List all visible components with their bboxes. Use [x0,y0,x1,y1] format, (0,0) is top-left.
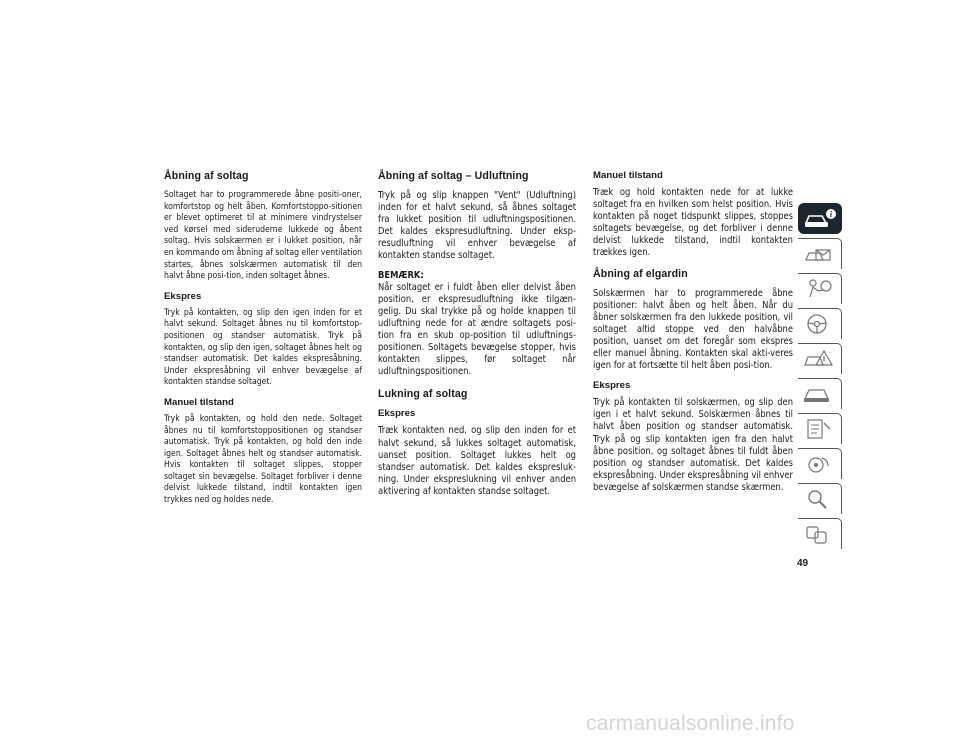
watermark: carmanualsonline.info [586,712,795,735]
section-heading-sunshade: Åbning af elgardin [593,267,688,280]
paragraph-express-sunshade: Tryk på kontakten til solskærmen, og slip den igen i et halvt sekund. Solskærmen åbnes til halvt åben position og standser automatisk. Tryk på og slip kontakten igen fra den halvt åbne position, og soltaget åbnes til fuldt åben position og standser automatisk. Det kaldes ekspresåbning. Under ekspresåbning vil enhver bevægelse af solskærmen standse skærmen. [593,397,793,493]
car-service-icon [802,382,836,406]
column-1 [164,170,362,514]
tab-car-info[interactable] [798,203,842,234]
paragraph-intro: Soltaget har to programmerede åbne positi-oner, komfortstop og helt åben. Komfortstoppo-sitionen er blevet optimeret til at minimere vindrystelser ved kørsel med sideruderne lukkede og åbent soltag. Hvis solskærmen er i lukket position, når en kommando om åbning af soltag eller ventilation startes, åbnes solskærmen automatisk til den halvt åbne posi-tion, inden soltaget åbnes. [164,190,362,282]
subheading-manual-close: Manuel tilstand [593,170,663,181]
car-lights-icon [802,242,836,266]
svg-text:i: i [829,210,833,219]
car-warning-icon [802,347,836,371]
subheading-express-close: Ekspres [378,408,416,420]
chapter-tabs [798,203,842,553]
section-heading-vent: Åbning af soltag – Udluftning [378,170,529,182]
section-heading-opening-sunroof: Åbning af soltag [164,170,249,182]
tab-language[interactable] [798,518,842,549]
paragraph-express-close: Træk kontakten ned, og slip den inden for et halvt sekund, så lukkes soltaget automatisk, uanset position. Soltaget lukkes helt og standser automatisk. Det kaldes ekspresluk-ning. Under ekspreslukning vil enhver anden aktivering af kontakten standse soltaget. [378,425,576,497]
column-3 [593,170,793,501]
paragraph-manual-close: Træk og hold kontakten nede for at lukke soltaget fra en hvilken som helst position. Hvis kontakten på noget tidspunkt slippes, stoppes soltagets bevægelse, og det forbliver i denne delvist lukkede tilstand, indtil kontakten trækkes igen. [593,187,793,259]
tab-search[interactable] [798,483,842,514]
note-label: BEMÆRK: [378,269,424,281]
paragraph-vent: Tryk på og slip knappen "Vent" (Udluftning) inden for et halvt sekund, så åbnes soltaget fra lukket position til udluftningspositionen. Det kaldes ekspresudluftning. Under eksp-resudluftning vil enhver bevægelse af kontakten standse soltaget. [378,190,576,262]
tab-car-warning[interactable] [798,343,842,374]
tab-airbag[interactable] [798,273,842,304]
steering-wheel-icon [802,312,836,336]
car-info-icon [802,207,836,231]
airbag-seat-icon [802,277,836,301]
paragraph-sunshade: Solskærmen har to programmerede åbne positioner: halvt åben og helt åben. Når du åbner solskærmen fra den lukkede position, vil soltaget altid stoppe ved den halvåbne position, uanset om det foregår som ekspres eller manuel åbning. Kontakten skal akti-veres igen for at fortsætte til helt åben posi-tion. [593,287,793,372]
paragraph-note: Når soltaget er i fuldt åben eller delvist åben position, er ekspresudluftning ikke tilgæn-gelig. Du skal trykke på og holde knappen til udluftning nede for at ændre soltagets posi-tion fra en skub op-position til udluftnings-positionen. Soltagets bevægelse stopper, hvis kontakten slippes, før soltaget når udluftningspositionen. [378,281,576,378]
paragraph-manual: Tryk på kontakten, og hold den nede. Soltaget åbnes nu til komfortstoppositionen og standser automatisk. Tryk på kontakten, og hold den inde igen. Soltaget åbnes helt og standser automatisk. Hvis kontakten til soltaget slippes, stopper soltaget sin bevægelse. Soltaget forbliver i denne delvist lukkede tilstand, indtil kontakten igen trykkes ned og holdes nede. [164,413,362,506]
tab-maintenance[interactable] [798,413,842,444]
tab-car-lights[interactable] [798,238,842,269]
subheading-manual: Manuel tilstand [164,396,234,408]
section-heading-closing: Lukning af soltag [378,388,468,401]
subheading-express-sunshade: Ekspres [593,380,631,392]
search-icon [802,487,836,511]
subheading-express: Ekspres [164,290,202,302]
tab-multimedia[interactable] [798,448,842,479]
tab-car-service[interactable] [798,378,842,409]
page-number: 49 [797,558,809,569]
tab-steering[interactable] [798,308,842,339]
language-icon [802,522,836,546]
paragraph-express: Tryk på kontakten, og slip den igen inden for et halvt sekund. Soltaget åbnes nu til komfortstop-positionen og standser automatisk. Tryk på kontakten, og slip den igen, soltaget åbnes helt og standser automatisk. Det kaldes ekspresåbning. Under ekspresåbning vil enhver bevægelse af kontakten standse soltaget. [164,307,362,388]
maintenance-list-icon [802,417,836,441]
multimedia-icon [802,452,836,476]
column-2 [378,170,576,505]
